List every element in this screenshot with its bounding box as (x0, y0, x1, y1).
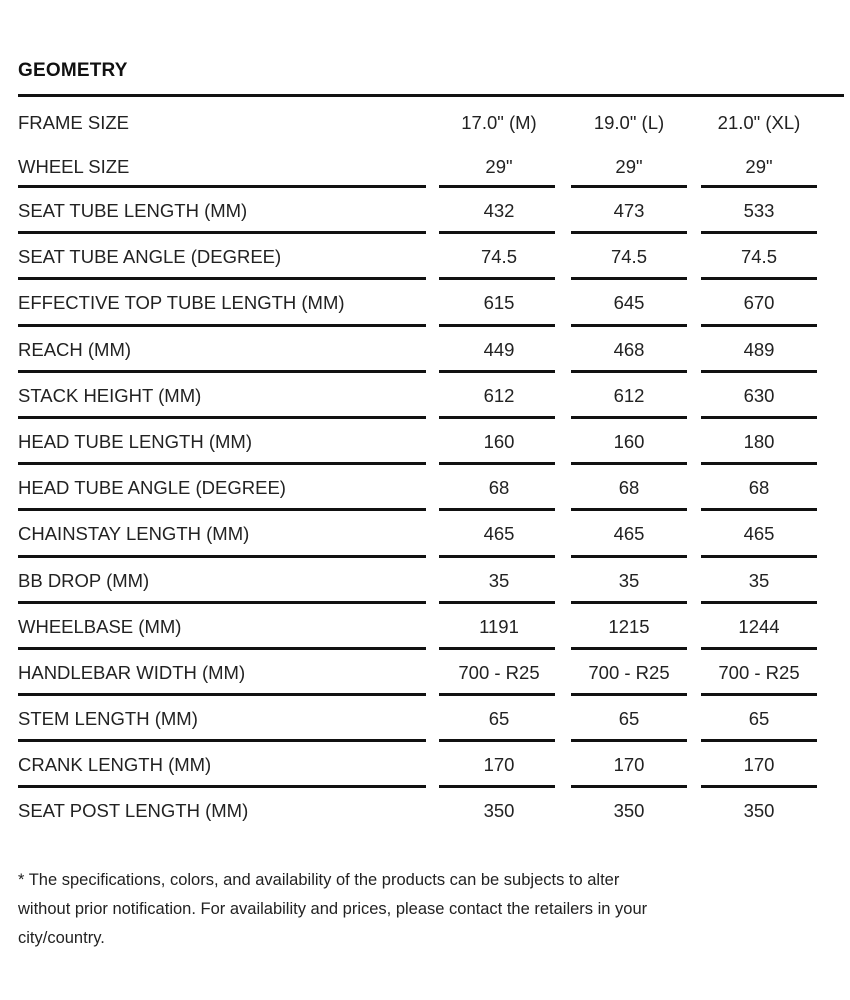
row-value: 170 (613, 754, 645, 776)
table-row (18, 558, 844, 604)
row-value: 21.0" (XL) (717, 112, 801, 133)
row-value: 29" (745, 156, 773, 177)
row-value: 670 (743, 292, 775, 314)
row-label: REACH (MM) (18, 338, 132, 360)
row-value: 1244 (738, 615, 780, 637)
row-value: 74.5 (480, 246, 517, 268)
row-value: 1191 (479, 615, 519, 637)
row-label: WHEEL SIZE (18, 156, 130, 177)
row-value: 65 (748, 708, 770, 730)
row-value: 170 (483, 754, 515, 776)
row-value: 465 (613, 523, 645, 545)
row-value: 700 - R25 (588, 661, 670, 683)
row-value: 68 (488, 477, 510, 499)
table-row (18, 604, 844, 650)
row-value: 432 (483, 200, 515, 221)
row-value: 612 (483, 384, 515, 406)
row-value: 170 (743, 754, 775, 776)
page-title: GEOMETRY (18, 60, 128, 81)
row-value: 350 (613, 800, 645, 822)
row-value: 449 (483, 338, 515, 360)
row-label: FRAME SIZE (18, 112, 130, 133)
row-label: HEAD TUBE ANGLE (DEGREE) (18, 477, 286, 499)
row-value: 350 (743, 800, 775, 822)
table-row (18, 373, 844, 419)
row-value: 1215 (608, 615, 650, 637)
title-divider (18, 94, 844, 97)
row-value: 700 - R25 (458, 661, 540, 683)
table-row (18, 788, 844, 834)
row-value: 35 (748, 569, 770, 591)
row-label: WHEELBASE (MM) (18, 615, 182, 637)
row-value: 68 (748, 477, 770, 499)
row-value: 645 (613, 292, 645, 314)
row-value: 533 (743, 200, 775, 221)
row-value: 35 (618, 569, 640, 591)
table-row (18, 650, 844, 696)
row-value: 350 (483, 800, 515, 822)
row-value: 180 (743, 430, 775, 452)
row-value: 29" (615, 156, 643, 177)
table-row-wheel-size (18, 144, 844, 188)
row-value: 65 (618, 708, 640, 730)
row-label: HEAD TUBE LENGTH (MM) (18, 430, 253, 452)
row-value: 74.5 (740, 246, 777, 268)
table-row (18, 696, 844, 742)
row-value: 35 (488, 569, 510, 591)
row-value: 489 (743, 338, 775, 360)
row-value: 68 (618, 477, 640, 499)
row-value: 465 (483, 523, 515, 545)
row-label: SEAT TUBE ANGLE (DEGREE) (18, 246, 282, 268)
row-value: 29" (485, 156, 513, 177)
table-row (18, 234, 844, 280)
row-value: 468 (613, 338, 645, 360)
table-row (18, 511, 844, 557)
row-value: 160 (613, 430, 645, 452)
row-label: STACK HEIGHT (MM) (18, 384, 202, 406)
row-label: BB DROP (MM) (18, 569, 150, 591)
table-row (18, 465, 844, 511)
row-value: 160 (483, 430, 515, 452)
row-value: 630 (743, 384, 775, 406)
row-value: 700 - R25 (718, 661, 800, 683)
row-value: 615 (483, 292, 515, 314)
row-value: 612 (613, 384, 645, 406)
row-label: SEAT TUBE LENGTH (MM) (18, 200, 248, 221)
table-row (18, 188, 844, 234)
table-row (18, 419, 844, 465)
row-label: SEAT POST LENGTH (MM) (18, 800, 249, 822)
row-label: CHAINSTAY LENGTH (MM) (18, 523, 250, 545)
table-row (18, 280, 844, 326)
row-label: STEM LENGTH (MM) (18, 708, 198, 730)
row-value: 17.0" (M) (461, 112, 537, 133)
row-label: CRANK LENGTH (MM) (18, 754, 212, 776)
row-value: 465 (743, 523, 775, 545)
row-label: HANDLEBAR WIDTH (MM) (18, 661, 246, 683)
row-value: 74.5 (610, 246, 647, 268)
row-value: 19.0" (L) (593, 112, 665, 133)
row-value: 473 (613, 200, 645, 221)
table-row (18, 742, 844, 788)
row-label: EFFECTIVE TOP TUBE LENGTH (MM) (18, 292, 345, 314)
table-row (18, 327, 844, 373)
row-value: 65 (488, 708, 510, 730)
geometry-table (18, 100, 844, 835)
disclaimer-footnote: * The specifications, colors, and availability of the products can be subjects to alter without prior notification. For availability and prices, please contact the retailers in your city/country. (18, 871, 648, 947)
table-row-frame-size (18, 100, 844, 144)
